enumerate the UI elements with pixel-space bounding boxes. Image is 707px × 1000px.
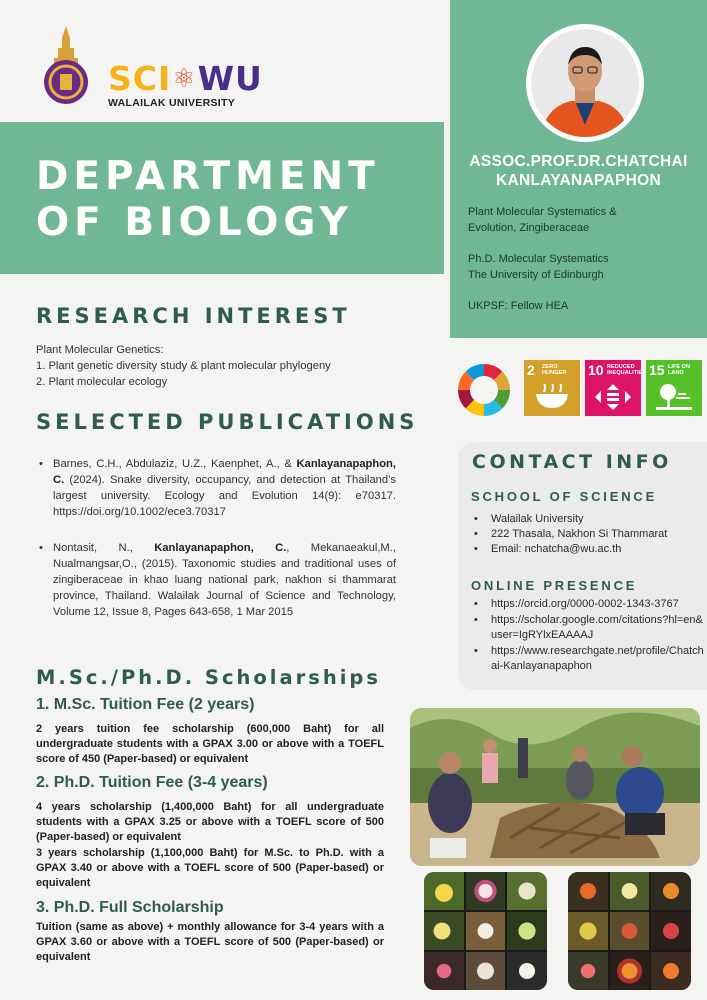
publication-item (36, 540, 396, 620)
scholarship-heading-phd-full: 3. Ph.D. Full Scholarship (36, 899, 224, 916)
specialty-line1: Plant Molecular Systematics & (468, 206, 617, 218)
zingiberaceae-flower-grid-right (568, 872, 691, 990)
education (468, 251, 698, 283)
sdg-wheel-icon (456, 362, 512, 418)
sci-wu-logo (108, 59, 263, 109)
sdg-label: ZERO HUNGER (542, 364, 567, 376)
publication-authors: Barnes, C.H., Abdulaziz, U.Z., Kaenphet, A., & (53, 458, 297, 470)
research-line: 2. Plant molecular ecology (36, 376, 168, 388)
sdg-2-zero-hunger-icon (524, 360, 580, 416)
bullet: • (39, 458, 43, 470)
professor-name-line2: KANLAYANAPAPHON (496, 172, 661, 189)
specialty (468, 204, 698, 236)
atom-icon: ⚛ (172, 63, 197, 94)
fieldwork-photo (410, 708, 700, 866)
wu-logo-text: WU (197, 59, 263, 98)
contact-item-email[interactable]: • Email: nchatcha@wu.ac.th (474, 542, 704, 557)
sdg-number: 2 (527, 362, 535, 378)
google-scholar-link[interactable]: • https://scholar.google.com/citations?hl=en&user=IgRYlxEAAAAJ (474, 613, 706, 643)
tree-icon (656, 384, 692, 410)
scholarship-heading-phd-tuition: 2. Ph.D. Tuition Fee (3-4 years) (36, 774, 268, 791)
department-title-line1: DEPARTMENT (36, 154, 380, 199)
bullet: • (39, 542, 43, 554)
bowl-icon (534, 384, 570, 410)
online-links-list (474, 597, 706, 675)
researchgate-link[interactable]: • https://www.researchgate.net/profile/Chatchai-Kanlayanapaphon (474, 644, 706, 674)
research-interest-heading: RESEARCH INTEREST (36, 304, 351, 328)
sci-logo-text: SCI (108, 59, 172, 98)
publication-details: , Mekanaeakul,M., Nualmangsar,O., (2015). Taxonomic studies and traditional uses of zingiberaceae in khao luang national park, nakhon si thammarat province, Thailand. Walailak Journal of Science and Technology, Volume 12, Issue 8, Pages 643-658, 1 Mar 2015 (53, 542, 396, 618)
sdg-10-reduced-inequalities-icon (585, 360, 647, 416)
professor-name-line1: ASSOC.PROF.DR.CHATCHAI (469, 153, 688, 170)
professor-info (468, 204, 698, 329)
professor-name (450, 152, 707, 190)
department-title-line2: OF BIOLOGY (36, 200, 353, 245)
sdg-15-life-on-land-icon (646, 360, 702, 416)
online-presence-heading: ONLINE PRESENCE (471, 578, 638, 593)
department-title (36, 154, 380, 246)
contact-heading: CONTACT INFO (472, 451, 672, 473)
contact-item-address: • 222 Thasala, Nakhon Si Thammarat (474, 527, 704, 542)
contact-list (474, 512, 704, 557)
orcid-link[interactable]: • https://orcid.org/0000-0002-1343-3767 (474, 597, 706, 612)
scholarship-text: 3 years scholarship (1,100,000 Baht) for M.Sc. to Ph.D. with a GPAX 3.40 or above with a TOEFL score of 500 (Paper-based) or equivalent (36, 847, 384, 889)
scholarship-text: 4 years scholarship (1,400,000 Baht) for all undergraduate students with a GPAX 3.25 or above with a TOEFL score of 500 (Paper-based) or equivalent (36, 801, 384, 843)
education-institution: The University of Edinburgh (468, 269, 604, 281)
profile-photo (531, 29, 639, 137)
scholarship-heading-msc: 1. M.Sc. Tuition Fee (2 years) (36, 696, 255, 713)
scholarships-heading: M.Sc./Ph.D. Scholarships (36, 666, 381, 689)
sdg-number: 15 (649, 362, 665, 378)
university-seal-logo (40, 24, 92, 106)
sdg-label: REDUCED INEQUALITIES (607, 364, 647, 376)
university-name: WALAILAK UNIVERSITY (108, 97, 236, 109)
sdg-number: 10 (588, 362, 604, 378)
scholarship-text: Tuition (same as above) + monthly allowance for 3-4 years with a GPAX 3.60 or above with a TOEFL score of 500 (Paper-based) or equivalent (36, 921, 384, 963)
zingiberaceae-flower-grid-left (424, 872, 547, 990)
publications-heading: SELECTED PUBLICATIONS (36, 410, 419, 434)
equality-icon (595, 384, 631, 410)
publication-highlight-author: Kanlayanapaphon, C. (154, 542, 287, 554)
publication-authors: Nontasit, N., (53, 542, 155, 554)
publication-item (36, 456, 396, 520)
publications-list (36, 456, 396, 640)
scholarship-text: 2 years tuition fee scholarship (600,000 Baht) for all undergraduate students with a GPAX 3.00 or above with a TOEFL score of 450 (Paper-based) or equivalent (36, 723, 384, 765)
education-degree: Ph.D. Molecular Systematics (468, 253, 609, 265)
research-line: Plant Molecular Genetics: (36, 344, 164, 356)
publication-highlight-author: Kanlayanapaphon, C. (53, 458, 396, 486)
school-heading: SCHOOL OF SCIENCE (471, 489, 658, 504)
research-line: 1. Plant genetic diversity study & plant molecular phylogeny (36, 360, 331, 372)
publication-details: (2024). Snake diversity, occupancy, and detection at Thailand’s largest university. Ecology and Evolution 14(9): e70317. https://doi.org/10.1002/ece3.70317 (53, 474, 396, 518)
research-interest-body (36, 342, 436, 390)
specialty-line2: Evolution, Zingiberaceae (468, 222, 590, 234)
sdg-label: LIFE ON LAND (668, 364, 691, 376)
fellowship: UKPSF: Fellow HEA (468, 300, 569, 312)
contact-item-university: • Walailak University (474, 512, 704, 527)
